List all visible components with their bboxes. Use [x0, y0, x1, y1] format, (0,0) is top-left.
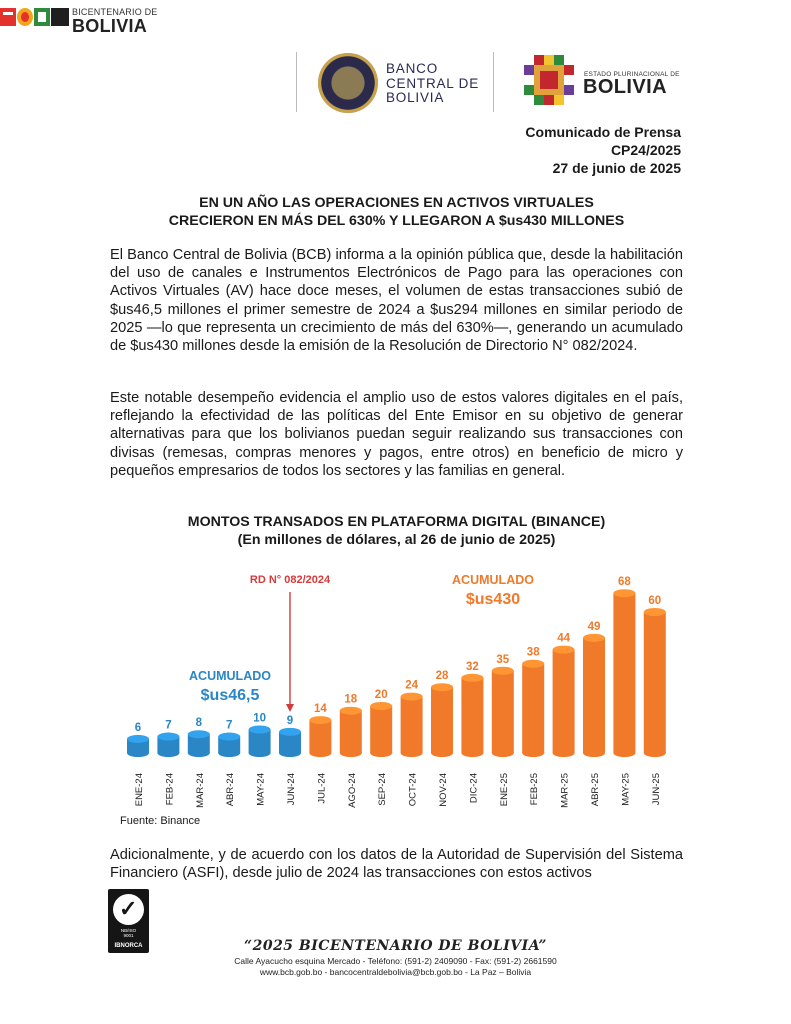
bar	[583, 638, 605, 753]
footer-address: Calle Ayacucho esquina Mercado - Teléfono: (591-2) 2409090 - Fax: (591-2) 2661590	[234, 956, 557, 966]
bar-top	[340, 707, 362, 715]
bar-top	[127, 735, 149, 743]
marker-label: RD N° 082/2024	[249, 574, 331, 586]
bicentenario-logo	[0, 0, 165, 40]
annotation-label: ACUMULADO	[452, 573, 534, 587]
chart-title-block	[110, 514, 683, 549]
bar-top	[370, 702, 392, 710]
bar-base	[309, 749, 331, 757]
bar	[431, 687, 453, 753]
x-tick-label: MAR-25	[559, 773, 571, 808]
bar-base	[249, 749, 271, 757]
bcb-line-3: BOLIVIA	[386, 90, 445, 105]
x-tick-label: ABR-25	[590, 773, 601, 807]
bar-top	[613, 589, 635, 597]
data-label: 18	[344, 693, 358, 706]
bar-base	[553, 749, 575, 757]
bar-top	[492, 667, 514, 675]
x-tick-label: AGO-24	[346, 773, 358, 808]
bicentenario-big-text: BOLIVIA	[72, 16, 148, 36]
chart-source: Fuente: Binance	[120, 815, 201, 827]
bar-top	[431, 683, 453, 691]
bar-base	[522, 749, 544, 757]
x-tick-label: OCT-24	[407, 773, 419, 807]
estado-plurinacional-emblem-icon	[518, 55, 578, 110]
estado-big-text: BOLIVIA	[583, 76, 667, 98]
headline-line-1: EN UN AÑO LAS OPERACIONES EN ACTIVOS VIRTUALES	[199, 195, 594, 211]
x-tick-label: FEB-25	[529, 773, 541, 806]
bar	[522, 664, 544, 753]
x-tick-label: JUN-25	[650, 773, 662, 806]
x-tick-label: ENE-24	[134, 773, 145, 807]
data-label: 24	[405, 679, 418, 692]
bar	[309, 720, 331, 753]
cert-line-1: NB/ISO	[120, 928, 137, 933]
data-label: 28	[435, 670, 449, 683]
chart-title: MONTOS TRANSADOS EN PLATAFORMA DIGITAL (BINANCE)	[187, 514, 606, 530]
bar-top	[249, 726, 271, 734]
x-tick-label: FEB-24	[164, 773, 176, 806]
headline-line-2: CRECIERON EN MÁS DEL 630% Y LLEGARON A $us430 MILLONES	[168, 213, 625, 229]
bar-top	[218, 733, 240, 741]
bar-base	[188, 749, 210, 757]
header-divider	[493, 52, 494, 112]
bar	[370, 706, 392, 753]
press-release-date: 27 de junio de 2025	[552, 160, 681, 176]
bar-top	[309, 716, 331, 724]
bar	[340, 711, 362, 753]
annotation-label: ACUMULADO	[189, 669, 271, 683]
press-release-type: Comunicado de Prensa	[525, 124, 681, 140]
data-label: 38	[526, 646, 540, 659]
checkmark-icon: ✓	[119, 896, 138, 921]
bar	[553, 650, 575, 753]
bar	[461, 678, 483, 753]
bar-base	[613, 749, 635, 757]
bar-top	[188, 730, 210, 738]
data-label: 10	[253, 712, 266, 725]
bar-top	[461, 674, 483, 682]
x-tick-label: JUN-24	[286, 773, 297, 806]
x-tick-label: MAR-24	[194, 773, 206, 808]
annotation-value: $us46,5	[200, 687, 260, 704]
bar-chart	[100, 560, 700, 830]
cert-standard	[108, 928, 149, 938]
data-label: 32	[466, 660, 479, 673]
bar	[492, 671, 514, 753]
press-release-code: CP24/2025	[610, 142, 681, 158]
data-label: 7	[225, 719, 233, 732]
x-tick-label: MAY-24	[255, 773, 267, 806]
bar-base	[401, 749, 423, 757]
bar-base	[644, 749, 666, 757]
x-tick-label: ENE-25	[498, 773, 510, 807]
footer-contact: www.bcb.gob.bo - bancocentraldebolivia@bcb.gob.bo - La Paz – Bolivia	[259, 967, 532, 977]
bar-top	[157, 733, 179, 741]
x-tick-label: SEP-24	[377, 773, 389, 806]
data-label: 35	[496, 653, 510, 666]
bar-top	[279, 728, 301, 736]
annotation-value: $us430	[465, 591, 521, 608]
data-label: 60	[648, 595, 662, 607]
data-label: 14	[314, 703, 327, 716]
bar-top	[553, 646, 575, 654]
data-label: 20	[374, 689, 388, 701]
bcb-line-2: CENTRAL DE	[386, 75, 480, 91]
data-label: 68	[618, 576, 631, 589]
data-label: 44	[557, 632, 570, 645]
footer-motto: “2025 BICENTENARIO DE BOLIVIA”	[244, 938, 547, 954]
bar	[613, 593, 635, 753]
bar-base	[218, 749, 240, 757]
bar-base	[279, 749, 301, 757]
paragraph-1: El Banco Central de Bolivia (BCB) informa a la opinión pública que, desde la habilitación del uso de canales e Instrumentos Electrónicos de Pago para las operaciones con Activos Virtuales (AV) hace doce meses, el volumen de estas transacciones subió de $us46,5 millones el primer semestre de 2024 a $us294 millones en similar periodo de 2025 —lo que representa un crecimiento de más del 630%—, generando un acumulado de $us430 millones desde la emisión de la Resolución de Directorio N° 082/2024.	[110, 247, 683, 355]
x-tick-label: MAY-25	[620, 773, 632, 806]
x-tick-label: ABR-24	[225, 773, 237, 807]
bar	[401, 697, 423, 753]
data-label: 9	[286, 714, 294, 727]
estado-small-text: ESTADO PLURINACIONAL DE	[584, 71, 680, 78]
bar-base	[492, 749, 514, 757]
bar-top	[401, 693, 423, 701]
x-tick-label: DIC-24	[468, 773, 480, 804]
data-label: 8	[195, 717, 203, 730]
data-label: 49	[587, 620, 601, 633]
paragraph-3: Adicionalmente, y de acuerdo con los datos de la Autoridad de Supervisión del Sistema Financiero (ASFI), desde julio de 2024 las transacciones con estos activos	[110, 847, 683, 882]
bar	[644, 612, 666, 753]
bar-base	[431, 749, 453, 757]
bar-top	[522, 660, 544, 668]
bcb-logo-text	[386, 62, 479, 106]
cert-line-2: 9001	[123, 933, 134, 938]
bar-base	[340, 749, 362, 757]
data-label: 7	[165, 719, 172, 732]
bar-base	[370, 749, 392, 757]
bar-base	[461, 749, 483, 757]
press-release-meta	[525, 123, 681, 177]
paragraph-2: Este notable desempeño evidencia el amplio uso de estos valores digitales en el país, reflejando la efectividad de las políticas del Ente Emisor en su objetivo de generar alternativas para que los bolivianos puedan seguir realizando sus transacciones con divisas (remesas, compras menores y pagos, entre otros) en beneficio de micro y pequeños empresarios de todos los sectores y las familias en general.	[110, 390, 683, 479]
bar-top	[583, 634, 605, 642]
bicentenario-small-text: BICENTENARIO DE	[72, 7, 158, 17]
bar-top	[644, 608, 666, 616]
bar-base	[157, 749, 179, 757]
chart-subtitle: (En millones de dólares, al 26 de junio de 2025)	[237, 531, 556, 548]
x-tick-label: NOV-24	[438, 773, 449, 807]
headline	[110, 194, 683, 230]
bcb-line-1: BANCO	[386, 61, 439, 76]
bar-base	[127, 749, 149, 757]
x-tick-label: JUL-24	[316, 773, 328, 804]
marker-arrow-icon	[286, 704, 294, 712]
header-divider	[296, 52, 297, 112]
cert-name: IBNORCA	[114, 943, 143, 949]
data-label: 6	[134, 721, 142, 734]
bar-base	[583, 749, 605, 757]
bcb-seal-icon	[318, 53, 378, 113]
